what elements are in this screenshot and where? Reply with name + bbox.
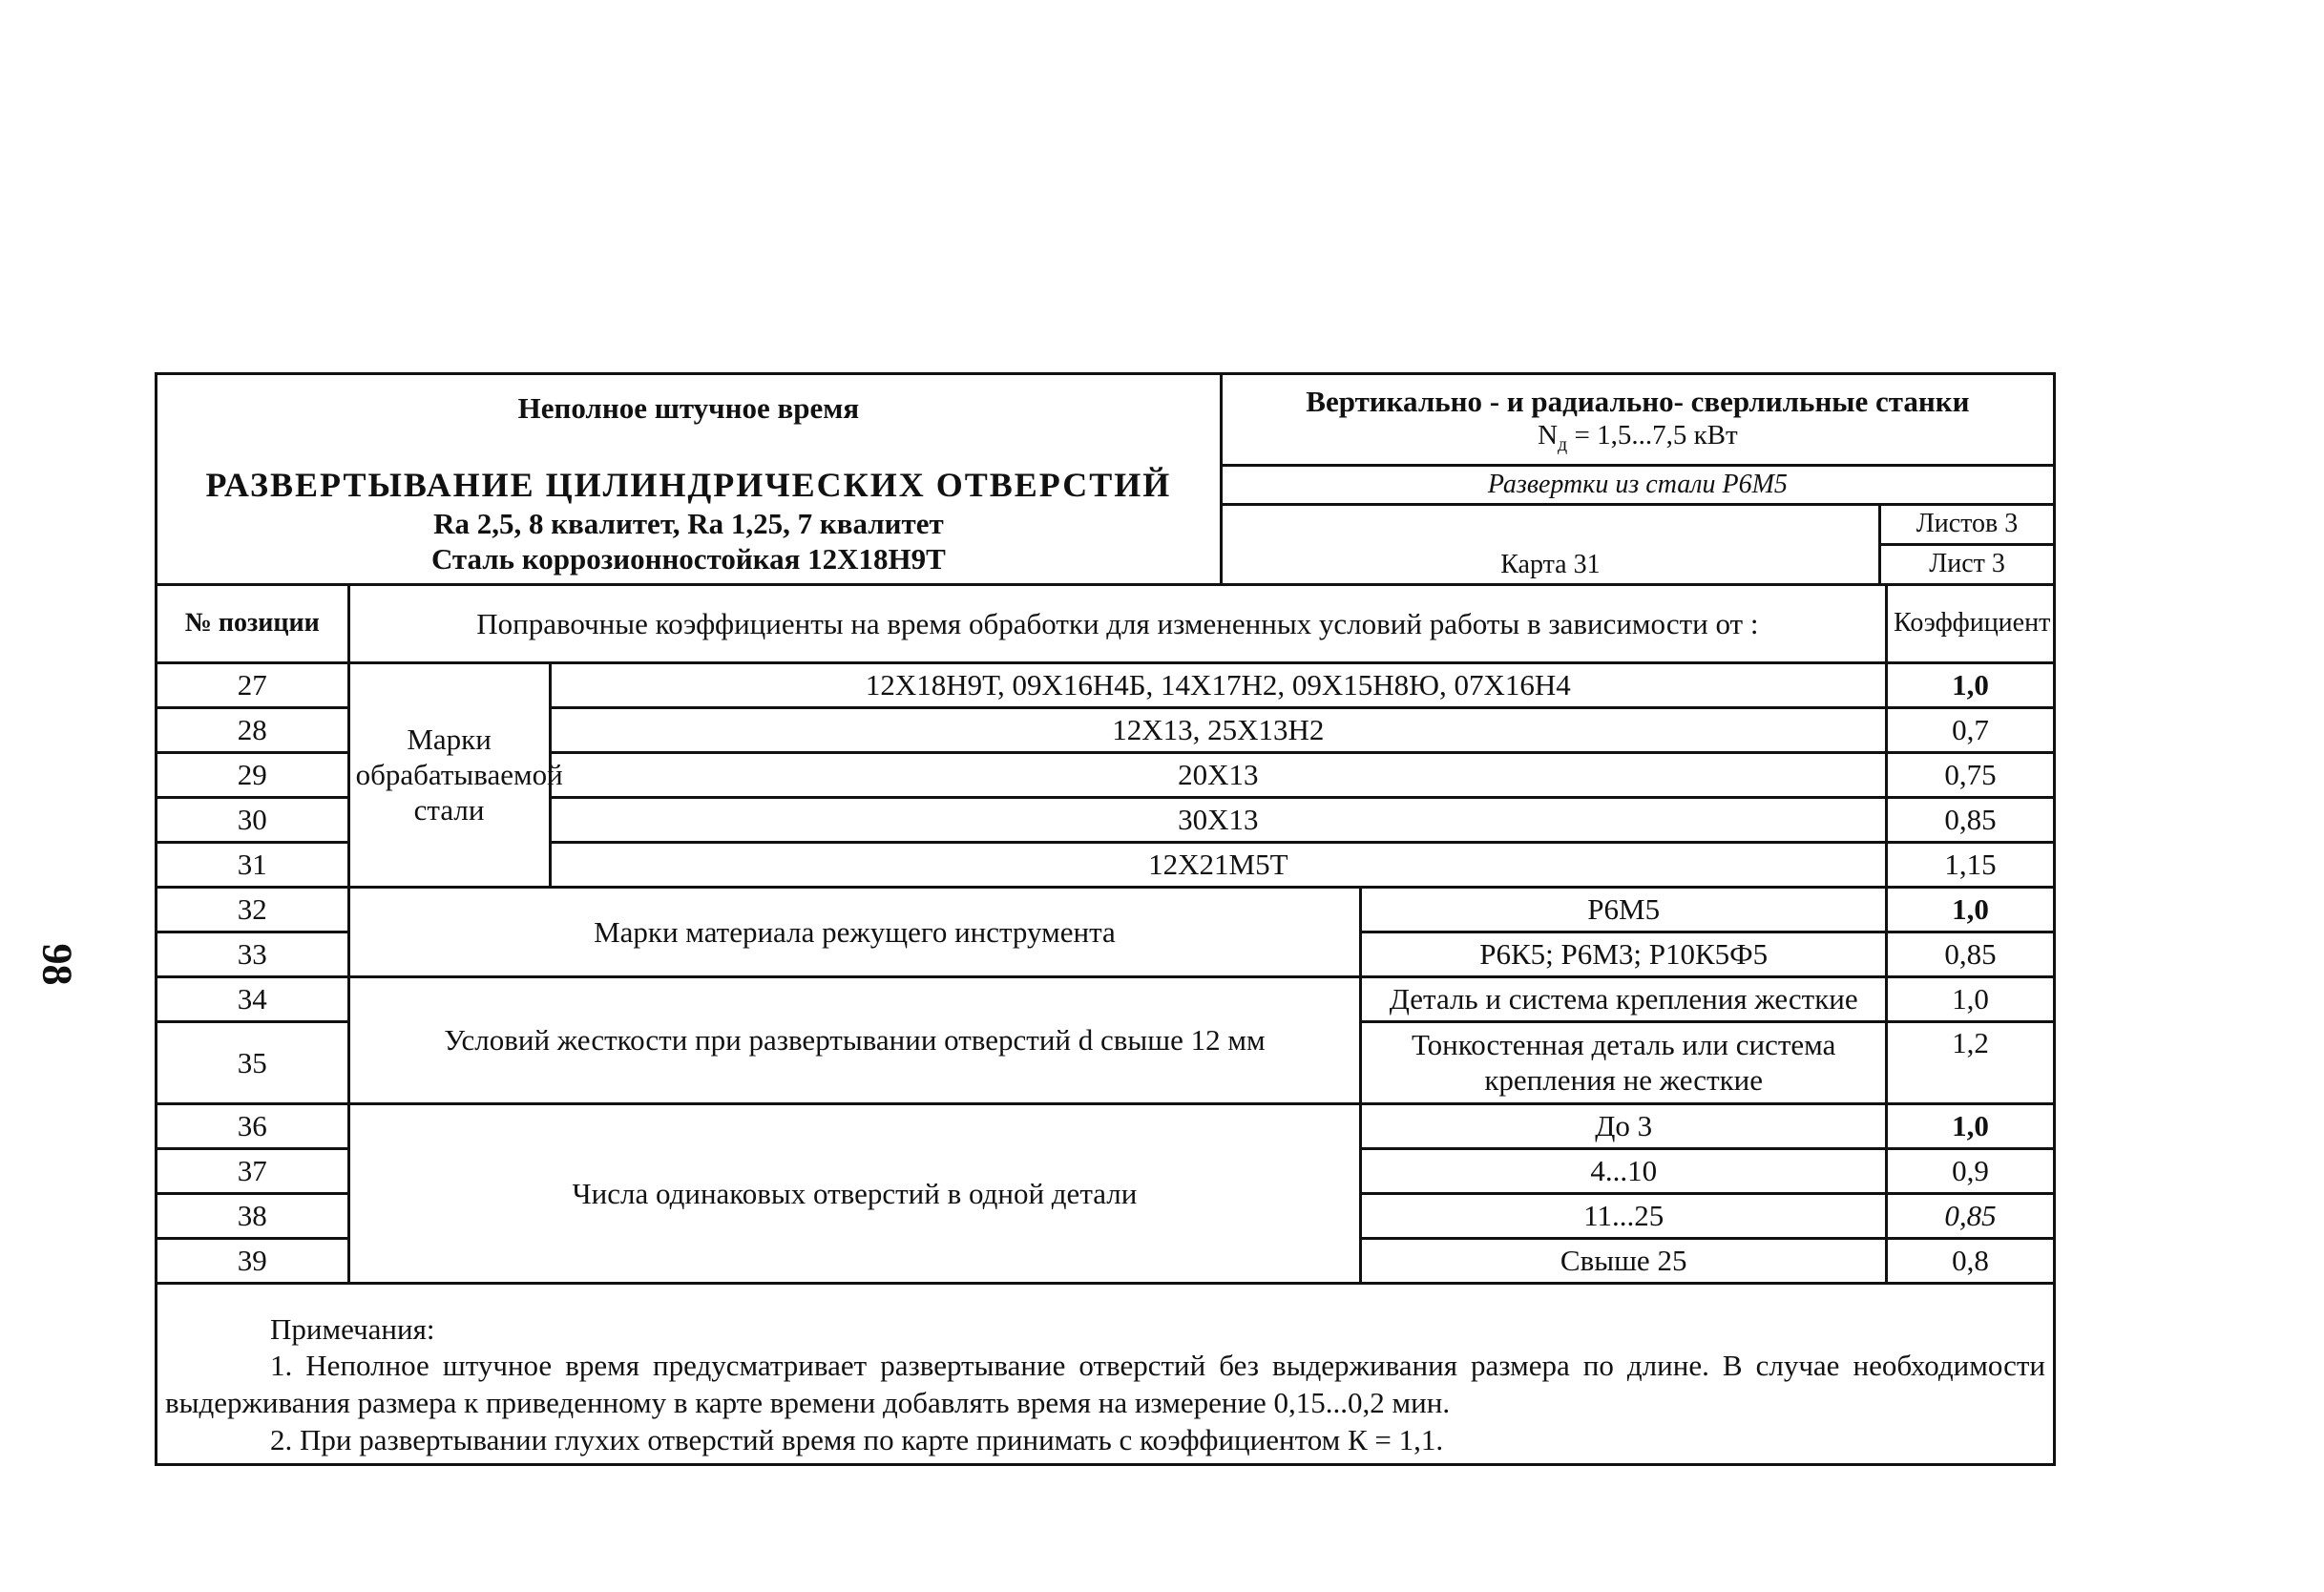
row-value: Свыше 25 — [1361, 1238, 1887, 1283]
notes-title: Примечания: — [270, 1311, 435, 1346]
row-coefficient: 1,0 — [1887, 1103, 2055, 1148]
group-label-steel: Марки обрабатываемой стали — [348, 662, 550, 887]
row-value: 12Х18Н9Т, 09Х16Н4Б, 14Х17Н2, 09Х15Н8Ю, 07Х16Н4 — [550, 662, 1887, 707]
row-coefficient: 1,0 — [1887, 662, 2055, 707]
row-coefficient: 1,0 — [1887, 887, 2055, 932]
row-position: 39 — [157, 1238, 349, 1283]
row-value: Р6К5; Р6М3; Р10К5Ф5 — [1361, 932, 1887, 976]
row-value: 11...25 — [1361, 1193, 1887, 1238]
title-material: Сталь коррозионностойкая 12Х18Н9Т — [430, 541, 946, 576]
group-label-holes: Числа одинаковых отверстий в одной детали — [348, 1103, 1361, 1283]
row-coefficient: 1,15 — [1887, 842, 2055, 887]
row-coefficient: 0,9 — [1887, 1148, 2055, 1193]
row-position: 33 — [157, 932, 349, 976]
tool-material: Развертки из стали Р6М5 — [1221, 466, 2054, 505]
row-coefficient: 0,85 — [1887, 797, 2055, 842]
card-number: Карта 31 — [1221, 504, 1879, 584]
row-coefficient: 0,7 — [1887, 707, 2055, 752]
page-number: 98 — [33, 943, 81, 986]
row-position: 38 — [157, 1193, 349, 1238]
machine-power: $N_д = 1,5...7,5$ кВт — [1538, 419, 1738, 455]
row-position: 28 — [157, 707, 349, 752]
row-value: 12Х13, 25Х13Н2 — [550, 707, 1887, 752]
row-position: 35 — [157, 1021, 349, 1103]
row-coefficient: 0,85 — [1887, 1193, 2055, 1238]
row-coefficient: 0,85 — [1887, 932, 2055, 976]
row-position: 36 — [157, 1103, 349, 1148]
group-label-tool: Марки материала режущего инструмента — [348, 887, 1361, 976]
row-value: Деталь и система крепления жесткие — [1361, 976, 1887, 1021]
card-title-block — [157, 374, 1222, 585]
sheets-total: Листов 3 — [1880, 504, 2055, 544]
table-row — [157, 1103, 2055, 1148]
row-position: 32 — [157, 887, 349, 932]
row-value: 30Х13 — [550, 797, 1887, 842]
col-description-header: Поправочные коэффициенты на время обработки для измененных условий работы в зависимости от : — [348, 584, 1887, 662]
row-value: Тонкостенная деталь или система крепления не жесткие — [1361, 1021, 1887, 1103]
row-value: 20Х13 — [550, 752, 1887, 797]
row-position: 29 — [157, 752, 349, 797]
row-position: 34 — [157, 976, 349, 1021]
table-row — [157, 887, 2055, 932]
note-1: 1. Неполное штучное время предусматривает развертывание отверстий без выдерживания размера по длине. В случае необходимости выдерживания размера к приведенному в карте времени добавлять время на измерение 0,15...0,2 мин. — [165, 1349, 2045, 1420]
row-position: 37 — [157, 1148, 349, 1193]
col-coefficient-header: Коэффициент — [1887, 584, 2055, 662]
norms-card — [155, 372, 2056, 1466]
machine-block — [1221, 374, 2054, 466]
row-coefficient: 1,0 — [1887, 976, 2055, 1021]
row-value: Р6М5 — [1361, 887, 1887, 932]
row-position: 31 — [157, 842, 349, 887]
note-2: 2. При развертывании глухих отверстий время по карте принимать с коэффициентом К = 1,1. — [270, 1422, 1444, 1456]
col-position-header: № позиции — [157, 584, 349, 662]
norms-table — [155, 372, 2056, 1285]
title-time-type: Неполное штучное время — [517, 391, 860, 426]
table-row — [157, 662, 2055, 707]
row-coefficient: 0,8 — [1887, 1238, 2055, 1283]
group-label-rigidity: Условий жесткости при развертывании отверстий d свыше 12 мм — [348, 976, 1361, 1103]
title-quality: Ra 2,5, 8 квалитет, Ra 1,25, 7 квалитет — [433, 506, 944, 540]
table-row — [157, 976, 2055, 1021]
row-value: 12Х21М5Т — [550, 842, 1887, 887]
row-coefficient: 0,75 — [1887, 752, 2055, 797]
row-coefficient: 1,2 — [1887, 1021, 2055, 1103]
title-operation: РАЗВЕРТЫВАНИЕ ЦИЛИНДРИЧЕСКИХ ОТВЕРСТИЙ — [205, 465, 1172, 504]
row-position: 30 — [157, 797, 349, 842]
machine-type: Вертикально - и радиально- сверлильные станки — [1306, 384, 1970, 418]
notes-block — [155, 1285, 2056, 1466]
row-value: 4...10 — [1361, 1148, 1887, 1193]
row-value: До 3 — [1361, 1103, 1887, 1148]
row-position: 27 — [157, 662, 349, 707]
sheet-number: Лист 3 — [1880, 544, 2055, 584]
